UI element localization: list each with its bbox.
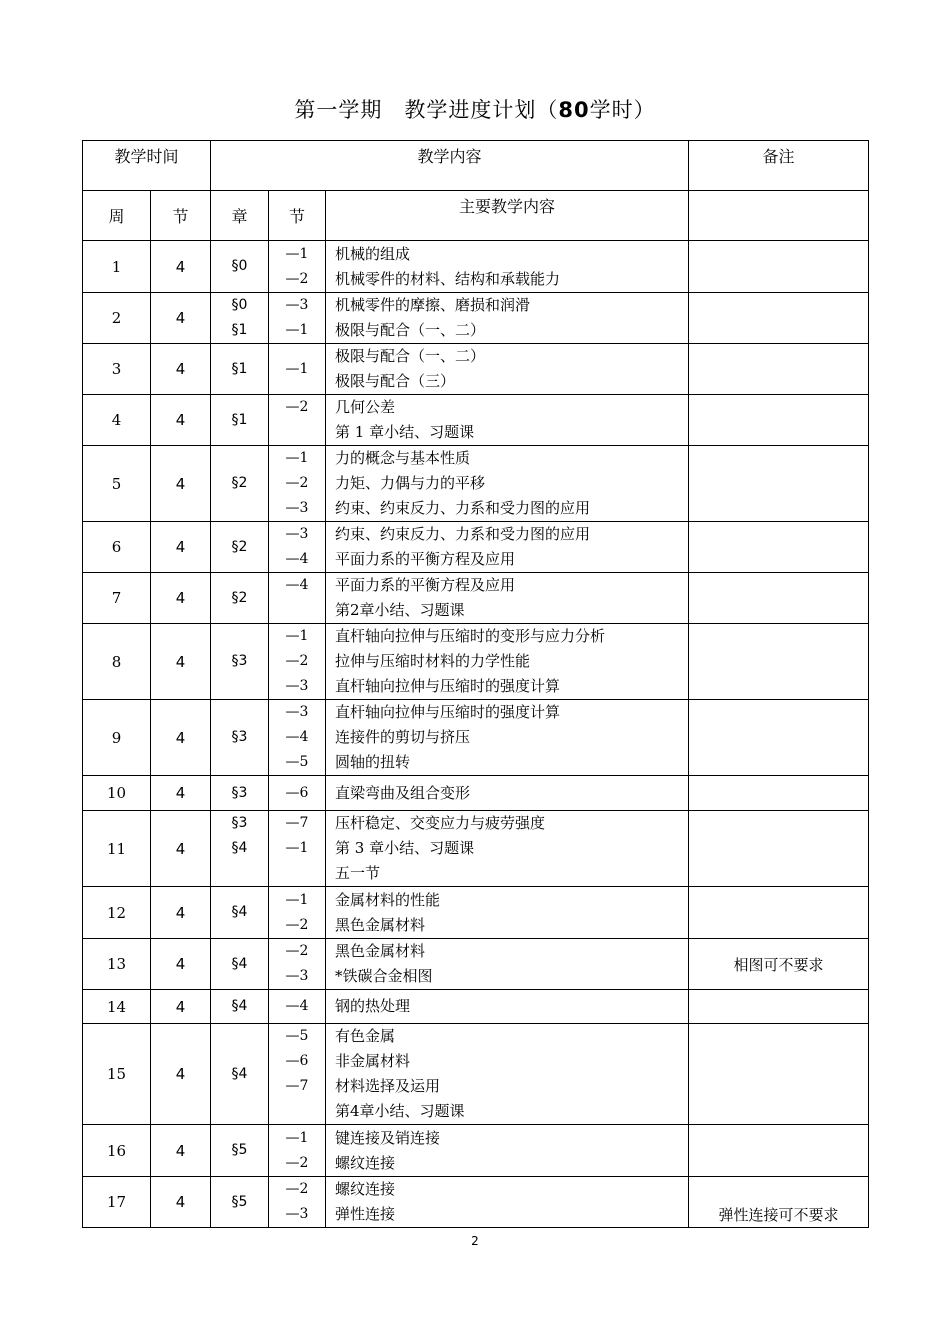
- header-row-2: [83, 191, 869, 241]
- header-note: 备注: [689, 141, 869, 191]
- chapter-cell-line: §3: [231, 653, 248, 669]
- content-cell-line: 直杆轴向拉伸与压缩时的强度计算: [335, 677, 561, 695]
- header-week: 周: [83, 191, 151, 241]
- note-cell: 相图可不要求: [689, 939, 869, 990]
- table-row: [83, 1125, 869, 1177]
- chapter-cell: [211, 939, 269, 990]
- section-cell-line: —1: [285, 1129, 309, 1146]
- week-cell: 12: [83, 887, 151, 939]
- week-cell: 14: [83, 990, 151, 1024]
- note-cell: [689, 344, 869, 395]
- header-section: 节: [269, 191, 326, 241]
- content-cell: [326, 241, 689, 293]
- chapter-cell-line: §1: [231, 411, 248, 428]
- lessons-cell: 4: [151, 700, 211, 776]
- header-row-1: [83, 141, 869, 191]
- lessons-cell: 4: [151, 1177, 211, 1228]
- section-cell-line: —2: [285, 653, 309, 669]
- section-cell-line: [269, 1099, 325, 1124]
- week-cell: 5: [83, 446, 151, 522]
- section-cell-line: —3: [285, 500, 309, 516]
- section-cell-line: —2: [285, 475, 309, 491]
- note-cell: [689, 293, 869, 344]
- content-cell-line: 机械零件的材料、结构和承载能力: [335, 269, 561, 288]
- chapter-cell: [211, 522, 269, 573]
- teaching-schedule-table: [82, 140, 869, 1228]
- week-cell: 15: [83, 1024, 151, 1125]
- chapter-cell: [211, 344, 269, 395]
- content-cell-line: 材料选择及运用: [335, 1077, 441, 1095]
- section-cell: [269, 1125, 326, 1177]
- section-cell-line: —3: [285, 968, 309, 984]
- table-row: [83, 446, 869, 522]
- section-cell: [269, 990, 326, 1024]
- note-cell: [689, 776, 869, 811]
- content-cell-line: 非金属材料: [335, 1052, 411, 1070]
- table-row: [83, 241, 869, 293]
- section-cell-line: [269, 861, 325, 886]
- section-cell-line: [269, 598, 325, 623]
- week-cell: 11: [83, 811, 151, 887]
- section-cell-line: —3: [285, 678, 309, 694]
- content-cell-line: *铁碳合金相图: [335, 967, 433, 985]
- content-cell: [326, 811, 689, 887]
- chapter-cell-line: §3: [231, 784, 248, 801]
- section-cell: [269, 522, 326, 573]
- chapter-cell: [211, 446, 269, 522]
- section-cell: [269, 293, 326, 344]
- chapter-cell-line: §4: [231, 955, 248, 972]
- content-cell-line: 直杆轴向拉伸与压缩时的强度计算: [335, 703, 561, 721]
- table-row: [83, 624, 869, 700]
- page-title: [0, 94, 950, 124]
- week-cell: 4: [83, 395, 151, 446]
- title-part1: 第一学期 教学进度计划（: [294, 98, 559, 122]
- chapter-cell-line: §2: [231, 475, 248, 491]
- content-cell-line: 直杆轴向拉伸与压缩时的变形与应力分析: [335, 627, 606, 645]
- week-cell: 6: [83, 522, 151, 573]
- section-cell: [269, 573, 326, 624]
- content-cell: [326, 1125, 689, 1177]
- table-row: [83, 573, 869, 624]
- section-cell-line: —4: [285, 998, 309, 1014]
- content-cell-line: 第 1 章小结、习题课: [335, 423, 475, 441]
- note-cell: [689, 522, 869, 573]
- page-number: 2: [471, 1234, 479, 1248]
- table-row: [83, 1177, 869, 1228]
- section-cell: [269, 395, 326, 446]
- content-cell: [326, 1024, 689, 1125]
- lessons-cell: 4: [151, 344, 211, 395]
- chapter-cell: [211, 1024, 269, 1125]
- chapter-cell-line: §4: [231, 904, 248, 920]
- content-cell-line: 平面力系的平衡方程及应用: [335, 550, 516, 568]
- chapter-cell-line: §5: [231, 1193, 248, 1210]
- chapter-cell-line: §4: [231, 840, 248, 856]
- content-cell: [326, 573, 689, 624]
- content-cell: [326, 1177, 689, 1228]
- section-cell-line: —2: [285, 916, 309, 933]
- lessons-cell: 4: [151, 939, 211, 990]
- content-cell-line: 约束、约束反力、力系和受力图的应用: [335, 499, 591, 517]
- section-cell-line: —3: [285, 297, 309, 313]
- section-cell: [269, 700, 326, 776]
- header-content: 教学内容: [211, 141, 689, 191]
- chapter-cell: [211, 1177, 269, 1228]
- table-row: [83, 293, 869, 344]
- content-cell-line: 第2章小结、习题课: [335, 601, 465, 619]
- lessons-cell: 4: [151, 522, 211, 573]
- lessons-cell: 4: [151, 241, 211, 293]
- content-cell-line: 圆轴的扭转: [335, 753, 411, 771]
- content-cell-line: 直梁弯曲及组合变形: [335, 783, 471, 802]
- section-cell-line: —2: [285, 399, 309, 415]
- section-cell: [269, 344, 326, 395]
- content-cell: [326, 990, 689, 1024]
- content-cell-line: 极限与配合（一、二）: [335, 347, 486, 365]
- section-cell-line: —3: [285, 704, 309, 720]
- section-cell-line: —2: [285, 943, 309, 959]
- week-cell: 9: [83, 700, 151, 776]
- content-cell-line: 五一节: [335, 864, 381, 882]
- section-cell-line: —2: [285, 1154, 309, 1171]
- chapter-cell: [211, 395, 269, 446]
- week-cell: 8: [83, 624, 151, 700]
- chapter-cell-line: §3: [231, 815, 248, 831]
- lessons-cell: 4: [151, 887, 211, 939]
- table-row: [83, 887, 869, 939]
- chapter-cell-line: §5: [231, 1142, 248, 1158]
- content-cell-line: 约束、约束反力、力系和受力图的应用: [335, 525, 591, 543]
- table-row: [83, 700, 869, 776]
- lessons-cell: 4: [151, 776, 211, 811]
- lessons-cell: 4: [151, 1125, 211, 1177]
- note-cell: [689, 573, 869, 624]
- content-cell-line: 第4章小结、习题课: [335, 1102, 465, 1120]
- note-cell: [689, 395, 869, 446]
- note-cell: 弹性连接可不要求: [689, 1177, 869, 1228]
- content-cell: [326, 446, 689, 522]
- section-cell-line: —3: [285, 526, 309, 542]
- chapter-cell-line: §1: [231, 360, 248, 377]
- chapter-cell: [211, 573, 269, 624]
- week-cell: 17: [83, 1177, 151, 1228]
- note-cell: [689, 1125, 869, 1177]
- chapter-cell-line: §2: [231, 538, 248, 555]
- content-cell: [326, 293, 689, 344]
- note-cell: [689, 990, 869, 1024]
- section-cell: [269, 776, 326, 811]
- header-lessons: 节: [151, 191, 211, 241]
- section-cell-line: —1: [285, 628, 309, 644]
- chapter-cell: [211, 241, 269, 293]
- title-hours: 80: [558, 98, 590, 122]
- section-cell: [269, 1177, 326, 1228]
- section-cell-line: —5: [285, 754, 309, 770]
- content-cell-line: 拉伸与压缩时材料的力学性能: [335, 652, 531, 670]
- content-cell-line: 平面力系的平衡方程及应用: [335, 576, 516, 594]
- section-cell: [269, 241, 326, 293]
- note-cell: [689, 241, 869, 293]
- lessons-cell: 4: [151, 395, 211, 446]
- content-cell-line: 金属材料的性能: [335, 890, 441, 909]
- section-cell-line: —7: [285, 1078, 309, 1094]
- content-cell-line: 键连接及销连接: [335, 1128, 441, 1147]
- chapter-cell: [211, 990, 269, 1024]
- chapter-cell-line: §3: [231, 729, 248, 745]
- note-cell: [689, 811, 869, 887]
- header-chapter: 章: [211, 191, 269, 241]
- section-cell-line: —6: [285, 1053, 309, 1069]
- table-row: [83, 344, 869, 395]
- content-cell: [326, 939, 689, 990]
- section-cell: [269, 811, 326, 887]
- content-cell-line: 螺纹连接: [335, 1153, 396, 1172]
- section-cell-line: —6: [285, 784, 309, 801]
- content-cell-line: 力的概念与基本性质: [335, 449, 471, 467]
- section-cell-line: —4: [285, 577, 309, 593]
- header-note-blank: [689, 191, 869, 241]
- chapter-cell-line: §4: [231, 1065, 248, 1082]
- week-cell: 10: [83, 776, 151, 811]
- table-row: [83, 395, 869, 446]
- content-cell: [326, 395, 689, 446]
- content-cell-line: 黑色金属材料: [335, 942, 426, 960]
- content-cell-line: 几何公差: [335, 398, 396, 416]
- section-cell: [269, 624, 326, 700]
- chapter-cell-line: §1: [231, 322, 248, 338]
- lessons-cell: 4: [151, 1024, 211, 1125]
- content-cell-line: 第 3 章小结、习题课: [335, 839, 475, 857]
- table-row: [83, 522, 869, 573]
- section-cell-line: —1: [285, 360, 309, 377]
- section-cell-line: —1: [285, 245, 309, 262]
- table-row: [83, 811, 869, 887]
- content-cell-line: 力矩、力偶与力的平移: [335, 474, 486, 492]
- note-cell: [689, 624, 869, 700]
- content-cell: [326, 700, 689, 776]
- table-row: [83, 939, 869, 990]
- content-cell-line: 连接件的剪切与挤压: [335, 728, 471, 746]
- table-row: [83, 990, 869, 1024]
- header-main-content: 主要教学内容: [326, 191, 689, 241]
- table-row: [83, 776, 869, 811]
- chapter-cell-line: §0: [231, 297, 248, 313]
- section-cell-line: —4: [285, 551, 309, 567]
- table-row: [83, 1024, 869, 1125]
- note-cell: [689, 887, 869, 939]
- section-cell-line: —2: [285, 270, 309, 287]
- section-cell: [269, 446, 326, 522]
- note-cell: [689, 1024, 869, 1125]
- section-cell: [269, 887, 326, 939]
- week-cell: 1: [83, 241, 151, 293]
- lessons-cell: 4: [151, 446, 211, 522]
- lessons-cell: 4: [151, 990, 211, 1024]
- chapter-cell-line: §0: [231, 258, 248, 274]
- chapter-cell: [211, 293, 269, 344]
- section-cell-line: —7: [285, 815, 309, 831]
- content-cell-line: 极限与配合（一、二）: [335, 321, 486, 339]
- section-cell-line: [269, 420, 325, 445]
- content-cell-line: 有色金属: [335, 1027, 396, 1045]
- chapter-cell-line: §2: [231, 589, 248, 606]
- content-cell-line: 黑色金属材料: [335, 915, 426, 934]
- content-cell: [326, 624, 689, 700]
- content-cell: [326, 522, 689, 573]
- section-cell-line: —1: [285, 840, 309, 856]
- content-cell: [326, 776, 689, 811]
- chapter-cell: [211, 1125, 269, 1177]
- week-cell: 13: [83, 939, 151, 990]
- lessons-cell: 4: [151, 811, 211, 887]
- header-time: 教学时间: [83, 141, 211, 191]
- content-cell-line: 机械的组成: [335, 244, 411, 263]
- chapter-cell-line: §4: [231, 998, 248, 1014]
- content-cell-line: 压杆稳定、交变应力与疲劳强度: [335, 814, 546, 832]
- section-cell-line: —1: [285, 450, 309, 466]
- chapter-cell-line: [211, 861, 268, 886]
- chapter-cell: [211, 700, 269, 776]
- lessons-cell: 4: [151, 293, 211, 344]
- section-cell: [269, 1024, 326, 1125]
- chapter-cell: [211, 776, 269, 811]
- section-cell-line: —2: [285, 1181, 309, 1197]
- content-cell: [326, 887, 689, 939]
- section-cell-line: —1: [285, 322, 309, 338]
- section-cell-line: —5: [285, 1028, 309, 1044]
- section-cell-line: —4: [285, 729, 309, 745]
- section-cell-line: —3: [285, 1206, 309, 1222]
- chapter-cell: [211, 811, 269, 887]
- content-cell-line: 机械零件的摩擦、磨损和润滑: [335, 296, 531, 314]
- content-cell-line: 弹性连接: [335, 1205, 396, 1223]
- content-cell-line: 螺纹连接: [335, 1180, 396, 1198]
- note-cell: [689, 700, 869, 776]
- lessons-cell: 4: [151, 624, 211, 700]
- week-cell: 16: [83, 1125, 151, 1177]
- week-cell: 2: [83, 293, 151, 344]
- lessons-cell: 4: [151, 573, 211, 624]
- week-cell: 3: [83, 344, 151, 395]
- content-cell-line: 钢的热处理: [335, 997, 411, 1015]
- chapter-cell: [211, 624, 269, 700]
- content-cell: [326, 344, 689, 395]
- note-cell: [689, 446, 869, 522]
- section-cell-line: —1: [285, 891, 309, 908]
- title-part2: 学时）: [589, 98, 656, 122]
- content-cell-line: 极限与配合（三）: [335, 372, 456, 390]
- section-cell: [269, 939, 326, 990]
- chapter-cell: [211, 887, 269, 939]
- week-cell: 7: [83, 573, 151, 624]
